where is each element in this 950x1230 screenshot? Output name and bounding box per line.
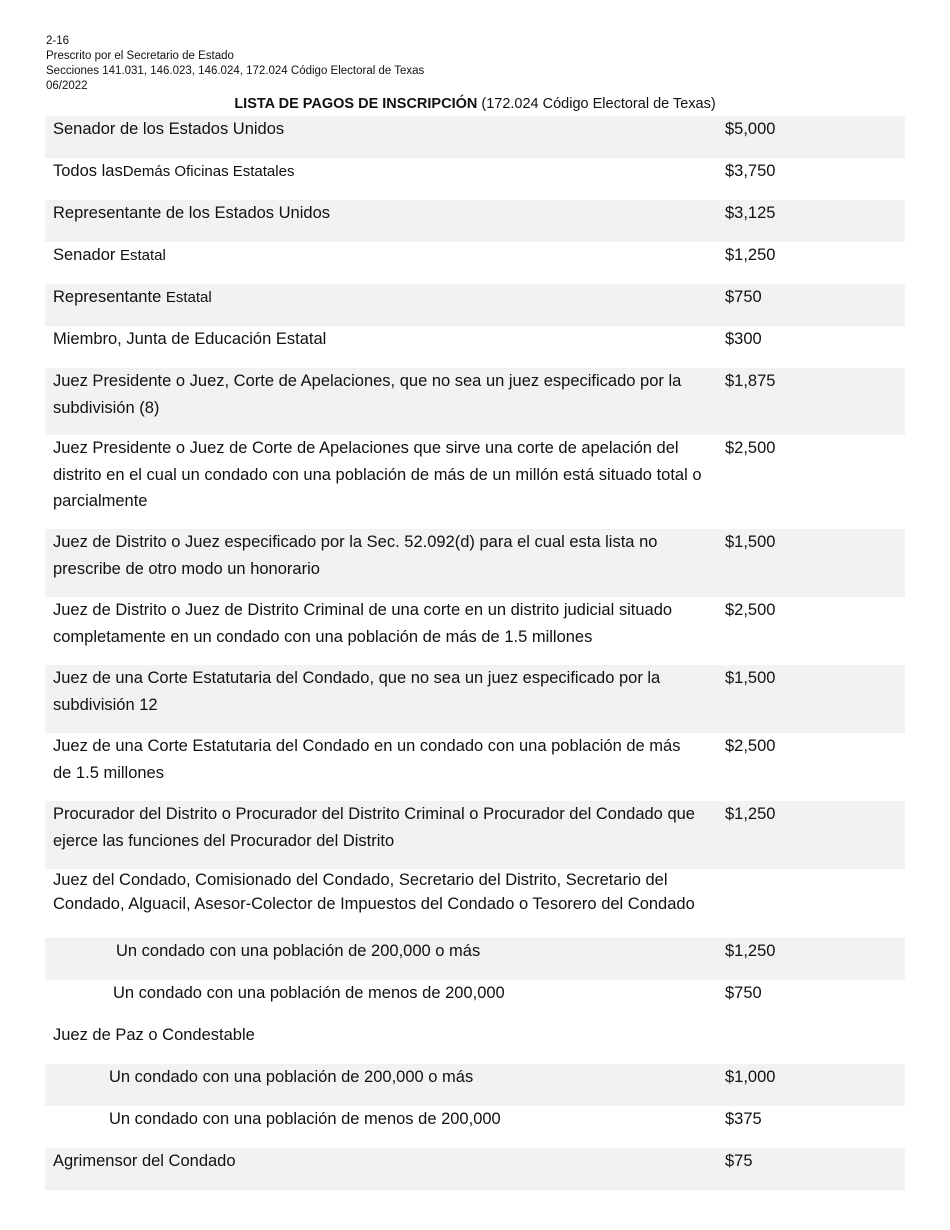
page-title	[0, 96, 950, 112]
fee-amount: $3,750	[725, 162, 776, 180]
office-label: Senador de los Estados Unidos	[53, 120, 285, 138]
table-row	[45, 1106, 905, 1148]
table-row	[45, 665, 905, 733]
fee-amount: $750	[725, 984, 762, 1002]
office-label: Representante de los Estados Unidos	[53, 204, 331, 222]
table-row	[45, 435, 905, 529]
fee-amount: $1,875	[725, 372, 776, 390]
fee-amount: $300	[725, 330, 762, 348]
fee-amount: $2,500	[725, 601, 776, 619]
fee-amount: $1,250	[725, 805, 776, 823]
table-row	[45, 980, 905, 1022]
office-label: Un condado con una población de menos de 200,000	[109, 1110, 501, 1128]
office-label: Juez de Paz o Condestable	[53, 1026, 255, 1044]
fee-amount: $5,000	[725, 120, 776, 138]
office-label: Un condado con una población de 200,000 o más	[109, 1068, 474, 1086]
title-bold: LISTA DE PAGOS DE INSCRIPCIÓN	[234, 96, 478, 112]
office-label: Un condado con una población de 200,000 o más	[116, 942, 481, 960]
fee-amount: $2,500	[725, 737, 776, 755]
table-row	[45, 1148, 905, 1190]
title-rest: (172.024 Código Electoral de Texas)	[477, 96, 716, 112]
fee-amount: $1,250	[725, 942, 776, 960]
office-label: Juez de una Corte Estatutaria del Condado en un condado con una población de más de 1.5 millones	[53, 737, 681, 782]
office-label: Todos lasDemás Oficinas Estatales	[53, 162, 295, 180]
table-row-heading	[45, 1022, 905, 1064]
office-label: Representante Estatal	[53, 288, 212, 306]
office-label: Juez de Distrito o Juez especificado por la Sec. 52.092(d) para el cual esta lista no prescribe de otro modo un honorario	[53, 533, 658, 578]
fee-amount: $750	[725, 288, 762, 306]
office-label: Procurador del Distrito o Procurador del Distrito Criminal o Procurador del Condado que ejerce las funciones del Procurador del Distrito	[53, 805, 695, 850]
fee-amount: $2,500	[725, 439, 776, 457]
office-label: Juez de Distrito o Juez de Distrito Criminal de una corte en un distrito judicial situado completamente en un condado con una población de más de 1.5 millones	[53, 601, 673, 646]
fee-amount: $1,250	[725, 246, 776, 264]
table-row	[45, 200, 905, 242]
table-row	[45, 326, 905, 368]
office-label: Senador Estatal	[53, 246, 166, 264]
table-row	[45, 597, 905, 665]
code-sections: Secciones 141.031, 146.023, 146.024, 172.024 Código Electoral de Texas	[46, 65, 425, 77]
office-label: Juez Presidente o Juez, Corte de Apelaciones, que no sea un juez especificado por la subdivisión (8)	[53, 372, 682, 417]
fee-amount: $1,500	[725, 669, 776, 687]
table-row	[45, 116, 905, 158]
office-label: Agrimensor del Condado	[53, 1152, 236, 1170]
table-row	[45, 733, 905, 801]
table-row	[45, 529, 905, 597]
table-row	[45, 801, 905, 869]
table-row	[45, 284, 905, 326]
fee-table	[45, 116, 905, 1190]
prescribed-by: Prescrito por el Secretario de Estado	[46, 50, 234, 62]
form-header	[46, 34, 424, 94]
form-date: 06/2022	[46, 80, 88, 92]
table-row	[45, 242, 905, 284]
fee-amount: $375	[725, 1110, 762, 1128]
table-row	[45, 1064, 905, 1106]
office-label: Un condado con una población de menos de 200,000	[113, 984, 505, 1002]
table-row	[45, 158, 905, 200]
table-row	[45, 368, 905, 435]
table-row	[45, 938, 905, 980]
fee-amount: $1,000	[725, 1068, 776, 1086]
fee-amount: $75	[725, 1152, 753, 1170]
fee-amount: $1,500	[725, 533, 776, 551]
office-label: Juez Presidente o Juez de Corte de Apelaciones que sirve una corte de apelación del distrito en el cual un condado con una población de más de un millón está situado total o parcialmente	[53, 439, 702, 510]
form-number: 2-16	[46, 35, 70, 47]
office-label: Juez de una Corte Estatutaria del Condado, que no sea un juez especificado por la subdivisión 12	[53, 669, 661, 714]
fee-amount: $3,125	[725, 204, 776, 222]
office-label: Juez del Condado, Comisionado del Condado, Secretario del Distrito, Secretario del Condado, Alguacil, Asesor-Colector de Impuestos del Condado o Tesorero del Condado	[53, 871, 695, 913]
table-row-heading	[45, 869, 905, 938]
office-label: Miembro, Junta de Educación Estatal	[53, 330, 327, 348]
